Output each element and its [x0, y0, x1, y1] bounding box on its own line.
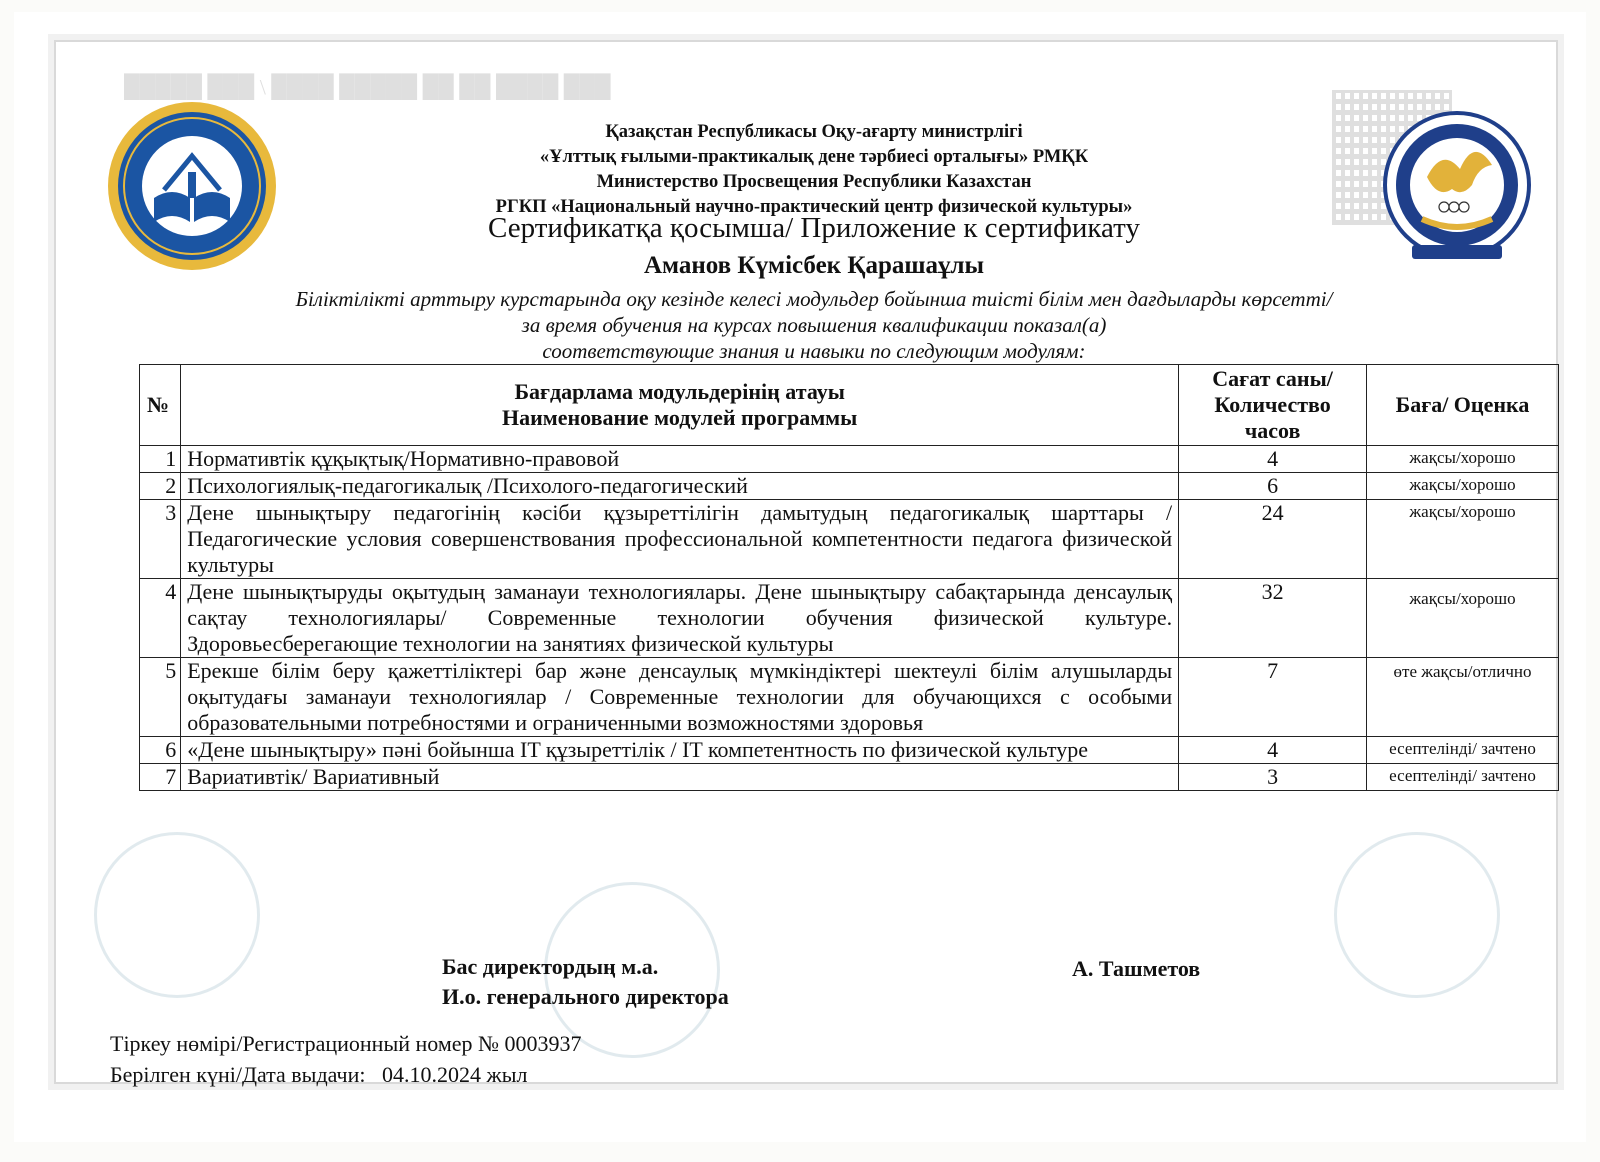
bleed-through-text: █████ ███ / ████ █████ ██ ██ ████ ███: [124, 75, 611, 100]
ghost-stamp: [1334, 832, 1500, 998]
certificate-sheet: [14, 12, 1586, 1142]
registration-number: Тіркеу нөмірі/Регистрационный номер № 0003937: [110, 1031, 582, 1056]
header-line: «Ұлттық ғылыми-практикалық дене тәрбиесі орталығы» РМҚК: [539, 147, 1089, 167]
module-grade: өте жақсы/отлично: [1367, 658, 1559, 737]
table-header-row: [140, 365, 1559, 446]
col-header-no: №: [140, 365, 181, 446]
ministry-emblem-icon: [106, 100, 278, 272]
module-name: Нормативтік құқықтық/Нормативно-правовой: [181, 446, 1179, 473]
module-name: Дене шынықтыру педагогінің кәсіби құзыреттілігін дамытудың педагогикалық шарттары /Педагогические условия совершенствования профессиональной компетентности педагога физической культуры: [181, 500, 1179, 579]
table-row: [140, 764, 1559, 791]
module-name: «Дене шынықтыру» пәні бойынша IT құзыреттілік / IT компетентность по физической культуре: [181, 737, 1179, 764]
col-header-hours-line: Количество: [1214, 392, 1331, 417]
module-hours: 3: [1179, 764, 1367, 791]
ghost-stamp: [94, 832, 260, 998]
row-number: 1: [140, 446, 181, 473]
col-header-name-ru: Наименование модулей программы: [501, 405, 858, 430]
center-emblem-icon: [1382, 107, 1532, 267]
module-hours: 4: [1179, 446, 1367, 473]
module-grade: жақсы/хорошо: [1367, 579, 1559, 658]
module-hours: 4: [1179, 737, 1367, 764]
table-row: [140, 737, 1559, 764]
col-header-grade: Баға/ Оценка: [1367, 365, 1559, 446]
module-grade: жақсы/хорошо: [1367, 473, 1559, 500]
module-name: Психологиялық-педагогикалық /Психолого-педагогический: [181, 473, 1179, 500]
table-row: [140, 500, 1559, 579]
col-header-name: [181, 365, 1179, 446]
intro-line: за время обучения на курсах повышения квалификации показал(а): [521, 313, 1107, 337]
issue-date-value: 04.10.2024 жыл: [382, 1062, 528, 1087]
module-grade: жақсы/хорошо: [1367, 500, 1559, 579]
row-number: 5: [140, 658, 181, 737]
col-header-name-kz: Бағдарлама модульдерінің атауы: [514, 379, 845, 404]
row-number: 3: [140, 500, 181, 579]
module-name: Дене шынықтыруды оқытудың заманауи технологиялары. Дене шынықтыру сабақтарында денсаулық сақтау технологиялары/ Современные технологии обучения физической культуре. Здоровьесберегающие технологии на занятиях физической культуры: [181, 579, 1179, 658]
module-grade: жақсы/хорошо: [1367, 446, 1559, 473]
recipient-name: Аманов Күмісбек Қарашаұлы: [643, 252, 985, 279]
module-grade: есептелінді/ зачтено: [1367, 737, 1559, 764]
issue-date-line: [110, 1059, 582, 1090]
registration-info: [110, 1028, 582, 1090]
module-hours: 7: [1179, 658, 1367, 737]
module-name: Вариативтік/ Вариативный: [181, 764, 1179, 791]
signatory-name: А. Ташметов: [1072, 956, 1201, 981]
intro-line: Біліктілікті арттыру курстарында оқу кезінде келесі модульдер бойынша тиісті білім мен дағдыларды көрсетті/: [295, 287, 1333, 311]
col-header-hours-line: Сағат саны/: [1212, 366, 1333, 391]
module-hours: 24: [1179, 500, 1367, 579]
issue-date-label: Берілген күні/Дата выдачи:: [110, 1062, 366, 1087]
module-grade: есептелінді/ зачтено: [1367, 764, 1559, 791]
issuer-header: [314, 120, 1314, 220]
col-header-hours: [1179, 365, 1367, 446]
table-row: [140, 446, 1559, 473]
row-number: 4: [140, 579, 181, 658]
row-number: 2: [140, 473, 181, 500]
row-number: 6: [140, 737, 181, 764]
intro-line: соответствующие знания и навыки по следующим модулям:: [542, 339, 1086, 363]
signatory-title-kz: Бас директордың м.а.: [442, 954, 659, 979]
header-line: Қазақстан Республикасы Оқу-ағарту министрлігі: [605, 122, 1023, 142]
module-hours: 32: [1179, 579, 1367, 658]
header-line: Министерство Просвещения Республики Казахстан: [596, 172, 1032, 192]
col-header-hours-line: часов: [1244, 418, 1301, 443]
table-row: [140, 579, 1559, 658]
signatory-title-ru: И.о. генерального директора: [442, 984, 729, 1009]
row-number: 7: [140, 764, 181, 791]
table-row: [140, 473, 1559, 500]
intro-text: [164, 286, 1464, 364]
table-row: [140, 658, 1559, 737]
modules-table: [139, 364, 1559, 791]
document-title: Сертификатқа қосымша/ Приложение к сертификату: [488, 212, 1140, 244]
module-name: Ерекше білім беру қажеттіліктері бар және денсаулық мүмкіндіктері шектеулі білім алушыларды оқытудағы заманауи технологиялар / Современные технологии для обучающихся с особыми образовательными потребностями и ограниченными возможностями здоровья: [181, 658, 1179, 737]
module-hours: 6: [1179, 473, 1367, 500]
signatory-title: [442, 952, 729, 1012]
header-line: РГКП «Национальный научно-практический центр физической культуры»: [495, 197, 1133, 217]
